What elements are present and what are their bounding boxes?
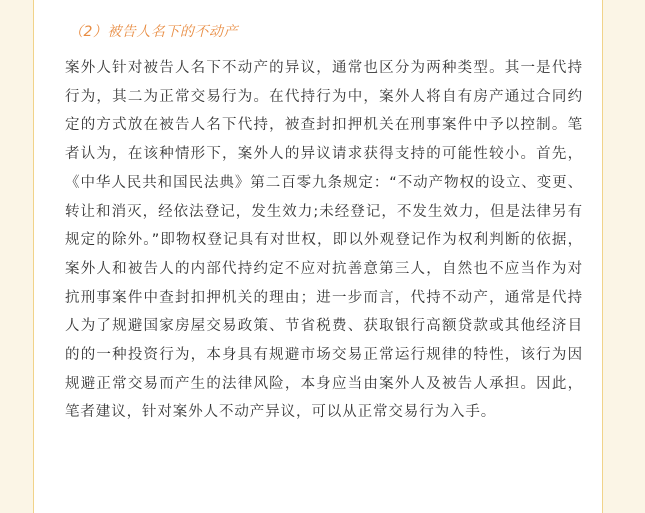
left-margin-background [0, 0, 33, 513]
right-margin-background [603, 0, 645, 513]
section-heading: （2）被告人名下的不动产 [69, 24, 238, 40]
article-paragraph: 案外人针对被告人名下不动产的异议，通常也区分为两种类型。其一是代持行为，其二为正常交易行为。在代持行为中，案外人将自有房产通过合同约定的方式放在被告人名下代持，被查封扣押机关在刑事案件中予以控制。笔者认为，在该种情形下，案外人的异议请求获得支持的可能性较小。首先，《中华人民共和国民法典》第二百零九条规定：“不动产物权的设立、变更、转让和消灭，经依法登记，发生效力;未经登记，不发生效力，但是法律另有规定的除外。”即物权登记具有对世权，即以外观登记作为权利判断的依据，案外人和被告人的内部代持约定不应对抗善意第三人，自然也不应当作为对抗刑事案件中查封扣押机关的理由；进一步而言，代持不动产，通常是代持人为了规避国家房屋交易政策、节省税费、获取银行高额贷款或其他经济目的的一种投资行为，本身具有规避市场交易正常运行规律的特性，该行为因规避正常交易而产生的法律风险，本身应当由案外人及被告人承担。因此，笔者建议，针对案外人不动产异议，可以从正常交易行为入手。 [65, 60, 583, 421]
